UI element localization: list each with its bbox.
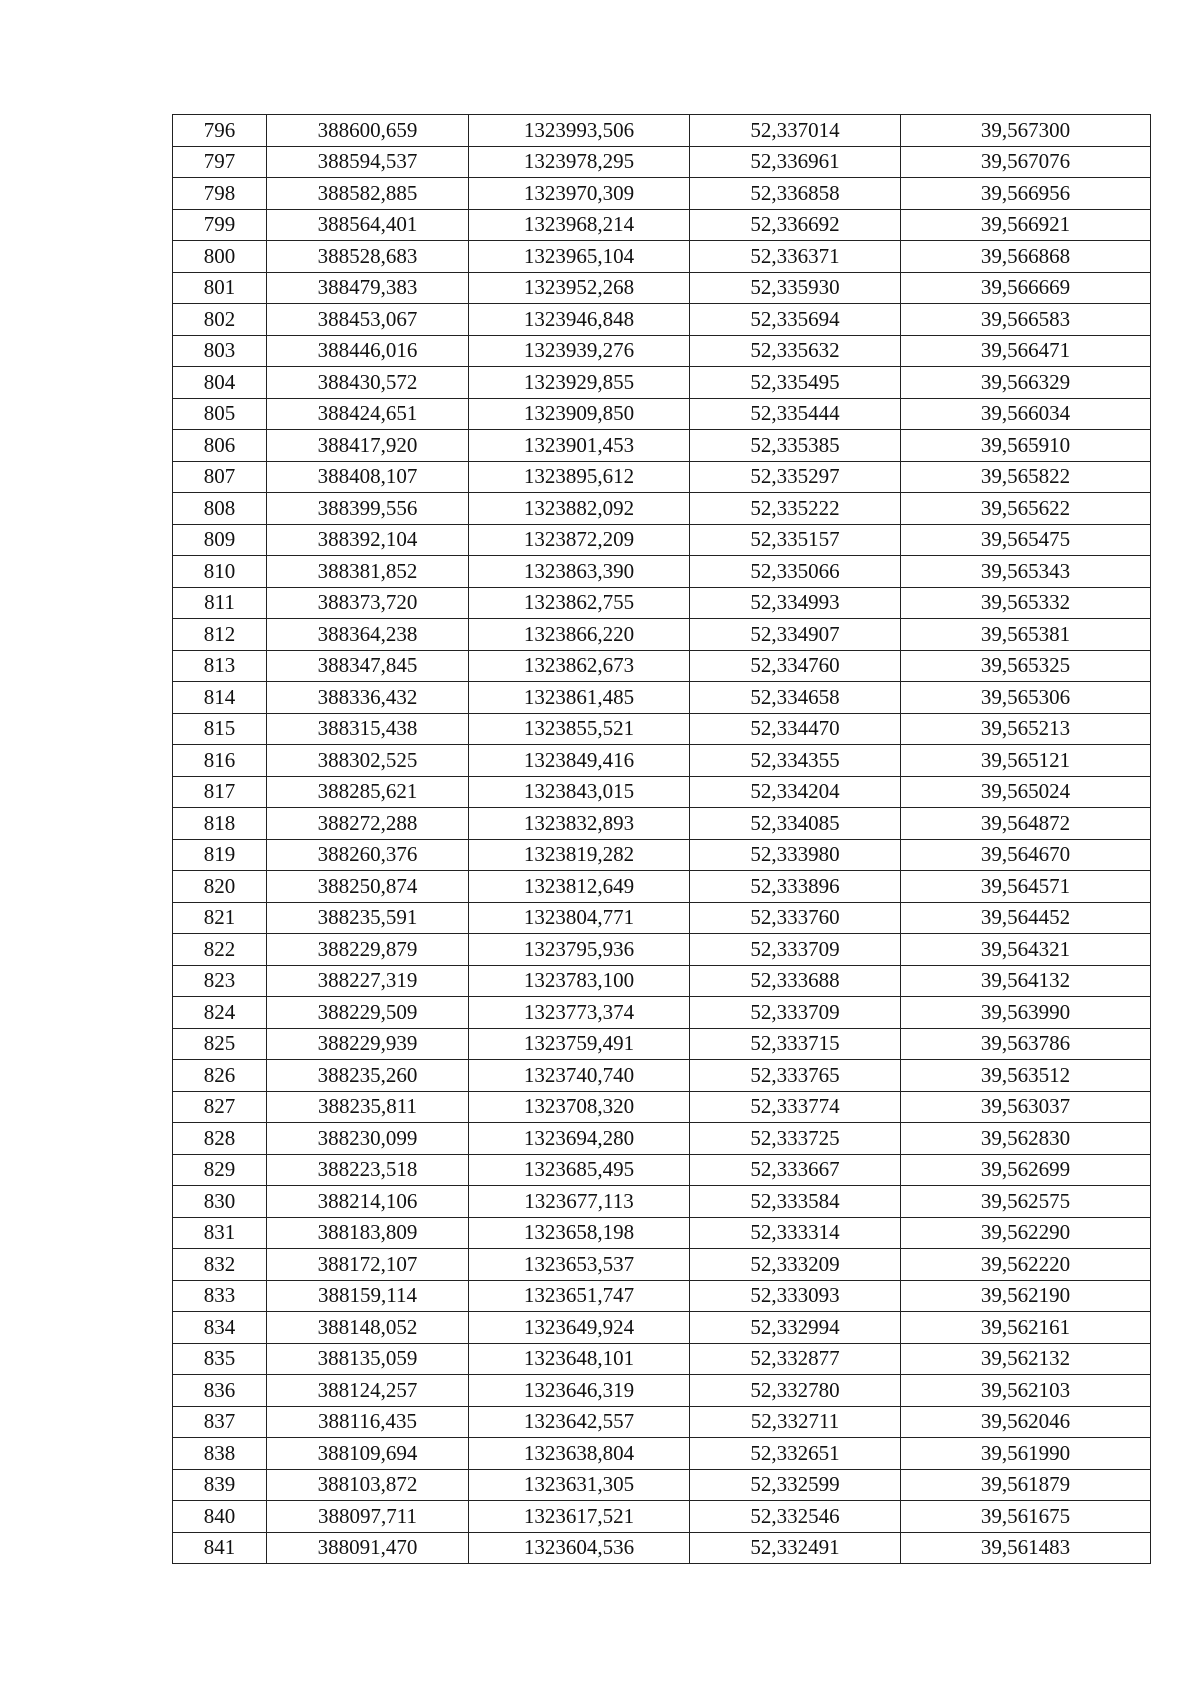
table-row [173,934,1151,966]
y-coordinate-cell: 1323895,612 [469,461,690,493]
y-coordinate-cell: 1323849,416 [469,745,690,777]
x-coordinate-cell: 388116,435 [267,1406,469,1438]
latitude-cell: 52,333715 [690,1028,901,1060]
longitude-cell: 39,562220 [901,1249,1151,1281]
latitude-cell: 52,334658 [690,682,901,714]
latitude-cell: 52,336961 [690,146,901,178]
latitude-cell: 52,333896 [690,871,901,903]
y-coordinate-cell: 1323965,104 [469,241,690,273]
table-row [173,241,1151,273]
table-row [173,146,1151,178]
x-coordinate-cell: 388392,104 [267,524,469,556]
point-number-cell: 801 [173,272,267,304]
x-coordinate-cell: 388528,683 [267,241,469,273]
latitude-cell: 52,334470 [690,713,901,745]
table-row [173,1532,1151,1564]
x-coordinate-cell: 388364,238 [267,619,469,651]
x-coordinate-cell: 388302,525 [267,745,469,777]
point-number-cell: 818 [173,808,267,840]
table-row [173,1249,1151,1281]
table-row [173,650,1151,682]
y-coordinate-cell: 1323861,485 [469,682,690,714]
table-row [173,398,1151,430]
x-coordinate-cell: 388594,537 [267,146,469,178]
longitude-cell: 39,562575 [901,1186,1151,1218]
longitude-cell: 39,562103 [901,1375,1151,1407]
x-coordinate-cell: 388285,621 [267,776,469,808]
latitude-cell: 52,334760 [690,650,901,682]
y-coordinate-cell: 1323855,521 [469,713,690,745]
point-number-cell: 830 [173,1186,267,1218]
y-coordinate-cell: 1323843,015 [469,776,690,808]
x-coordinate-cell: 388600,659 [267,115,469,147]
longitude-cell: 39,565822 [901,461,1151,493]
point-number-cell: 837 [173,1406,267,1438]
x-coordinate-cell: 388103,872 [267,1469,469,1501]
x-coordinate-cell: 388250,874 [267,871,469,903]
x-coordinate-cell: 388424,651 [267,398,469,430]
latitude-cell: 52,333709 [690,934,901,966]
y-coordinate-cell: 1323978,295 [469,146,690,178]
latitude-cell: 52,332877 [690,1343,901,1375]
longitude-cell: 39,564321 [901,934,1151,966]
y-coordinate-cell: 1323862,755 [469,587,690,619]
table-row [173,1438,1151,1470]
longitude-cell: 39,562132 [901,1343,1151,1375]
longitude-cell: 39,565213 [901,713,1151,745]
x-coordinate-cell: 388159,114 [267,1280,469,1312]
latitude-cell: 52,333709 [690,997,901,1029]
latitude-cell: 52,332780 [690,1375,901,1407]
table-row [173,1343,1151,1375]
x-coordinate-cell: 388214,106 [267,1186,469,1218]
x-coordinate-cell: 388399,556 [267,493,469,525]
longitude-cell: 39,561675 [901,1501,1151,1533]
longitude-cell: 39,565332 [901,587,1151,619]
table-row [173,902,1151,934]
point-number-cell: 838 [173,1438,267,1470]
longitude-cell: 39,565121 [901,745,1151,777]
table-row [173,1469,1151,1501]
table-row [173,115,1151,147]
point-number-cell: 829 [173,1154,267,1186]
table-row [173,619,1151,651]
x-coordinate-cell: 388336,432 [267,682,469,714]
x-coordinate-cell: 388091,470 [267,1532,469,1564]
longitude-cell: 39,565325 [901,650,1151,682]
point-number-cell: 820 [173,871,267,903]
x-coordinate-cell: 388453,067 [267,304,469,336]
longitude-cell: 39,563037 [901,1091,1151,1123]
x-coordinate-cell: 388223,518 [267,1154,469,1186]
point-number-cell: 808 [173,493,267,525]
x-coordinate-cell: 388229,509 [267,997,469,1029]
x-coordinate-cell: 388373,720 [267,587,469,619]
latitude-cell: 52,332711 [690,1406,901,1438]
point-number-cell: 817 [173,776,267,808]
x-coordinate-cell: 388430,572 [267,367,469,399]
point-number-cell: 805 [173,398,267,430]
longitude-cell: 39,567076 [901,146,1151,178]
table-row [173,1060,1151,1092]
longitude-cell: 39,562830 [901,1123,1151,1155]
point-number-cell: 804 [173,367,267,399]
point-number-cell: 807 [173,461,267,493]
y-coordinate-cell: 1323882,092 [469,493,690,525]
longitude-cell: 39,566669 [901,272,1151,304]
longitude-cell: 39,566921 [901,209,1151,241]
y-coordinate-cell: 1323646,319 [469,1375,690,1407]
point-number-cell: 802 [173,304,267,336]
y-coordinate-cell: 1323819,282 [469,839,690,871]
y-coordinate-cell: 1323685,495 [469,1154,690,1186]
table-row [173,209,1151,241]
longitude-cell: 39,566034 [901,398,1151,430]
latitude-cell: 52,334204 [690,776,901,808]
point-number-cell: 836 [173,1375,267,1407]
table-row [173,1123,1151,1155]
y-coordinate-cell: 1323759,491 [469,1028,690,1060]
latitude-cell: 52,333765 [690,1060,901,1092]
y-coordinate-cell: 1323638,804 [469,1438,690,1470]
longitude-cell: 39,565622 [901,493,1151,525]
longitude-cell: 39,564571 [901,871,1151,903]
y-coordinate-cell: 1323642,557 [469,1406,690,1438]
latitude-cell: 52,335222 [690,493,901,525]
point-number-cell: 798 [173,178,267,210]
point-number-cell: 823 [173,965,267,997]
coordinates-table-body [173,115,1151,1564]
longitude-cell: 39,564132 [901,965,1151,997]
point-number-cell: 815 [173,713,267,745]
longitude-cell: 39,566329 [901,367,1151,399]
table-row [173,493,1151,525]
longitude-cell: 39,565024 [901,776,1151,808]
y-coordinate-cell: 1323783,100 [469,965,690,997]
table-row [173,776,1151,808]
table-row [173,272,1151,304]
table-row [173,461,1151,493]
y-coordinate-cell: 1323740,740 [469,1060,690,1092]
table-row [173,524,1151,556]
table-row [173,178,1151,210]
latitude-cell: 52,335495 [690,367,901,399]
latitude-cell: 52,335066 [690,556,901,588]
x-coordinate-cell: 388564,401 [267,209,469,241]
point-number-cell: 821 [173,902,267,934]
table-row [173,1312,1151,1344]
x-coordinate-cell: 388148,052 [267,1312,469,1344]
latitude-cell: 52,335930 [690,272,901,304]
y-coordinate-cell: 1323617,521 [469,1501,690,1533]
latitude-cell: 52,337014 [690,115,901,147]
point-number-cell: 797 [173,146,267,178]
x-coordinate-cell: 388109,694 [267,1438,469,1470]
table-row [173,335,1151,367]
table-row [173,965,1151,997]
x-coordinate-cell: 388183,809 [267,1217,469,1249]
x-coordinate-cell: 388172,107 [267,1249,469,1281]
table-row [173,745,1151,777]
latitude-cell: 52,334085 [690,808,901,840]
x-coordinate-cell: 388235,591 [267,902,469,934]
point-number-cell: 800 [173,241,267,273]
point-number-cell: 811 [173,587,267,619]
table-row [173,556,1151,588]
y-coordinate-cell: 1323970,309 [469,178,690,210]
y-coordinate-cell: 1323939,276 [469,335,690,367]
latitude-cell: 52,333667 [690,1154,901,1186]
longitude-cell: 39,563786 [901,1028,1151,1060]
point-number-cell: 799 [173,209,267,241]
x-coordinate-cell: 388347,845 [267,650,469,682]
table-row [173,1217,1151,1249]
x-coordinate-cell: 388260,376 [267,839,469,871]
y-coordinate-cell: 1323653,537 [469,1249,690,1281]
longitude-cell: 39,565306 [901,682,1151,714]
latitude-cell: 52,335385 [690,430,901,462]
x-coordinate-cell: 388124,257 [267,1375,469,1407]
latitude-cell: 52,332599 [690,1469,901,1501]
latitude-cell: 52,335694 [690,304,901,336]
latitude-cell: 52,333725 [690,1123,901,1155]
point-number-cell: 810 [173,556,267,588]
point-number-cell: 839 [173,1469,267,1501]
longitude-cell: 39,562046 [901,1406,1151,1438]
table-row [173,1375,1151,1407]
table-row [173,808,1151,840]
point-number-cell: 819 [173,839,267,871]
point-number-cell: 828 [173,1123,267,1155]
x-coordinate-cell: 388235,260 [267,1060,469,1092]
x-coordinate-cell: 388315,438 [267,713,469,745]
x-coordinate-cell: 388417,920 [267,430,469,462]
point-number-cell: 812 [173,619,267,651]
latitude-cell: 52,334907 [690,619,901,651]
table-row [173,713,1151,745]
y-coordinate-cell: 1323694,280 [469,1123,690,1155]
latitude-cell: 52,333209 [690,1249,901,1281]
latitude-cell: 52,332994 [690,1312,901,1344]
y-coordinate-cell: 1323631,305 [469,1469,690,1501]
table-row [173,1280,1151,1312]
latitude-cell: 52,336692 [690,209,901,241]
longitude-cell: 39,564452 [901,902,1151,934]
x-coordinate-cell: 388229,879 [267,934,469,966]
longitude-cell: 39,566471 [901,335,1151,367]
y-coordinate-cell: 1323993,506 [469,115,690,147]
table-row [173,1186,1151,1218]
table-row [173,587,1151,619]
point-number-cell: 822 [173,934,267,966]
y-coordinate-cell: 1323909,850 [469,398,690,430]
y-coordinate-cell: 1323929,855 [469,367,690,399]
y-coordinate-cell: 1323952,268 [469,272,690,304]
point-number-cell: 840 [173,1501,267,1533]
point-number-cell: 814 [173,682,267,714]
y-coordinate-cell: 1323866,220 [469,619,690,651]
x-coordinate-cell: 388135,059 [267,1343,469,1375]
y-coordinate-cell: 1323649,924 [469,1312,690,1344]
y-coordinate-cell: 1323795,936 [469,934,690,966]
longitude-cell: 39,565381 [901,619,1151,651]
y-coordinate-cell: 1323832,893 [469,808,690,840]
point-number-cell: 824 [173,997,267,1029]
point-number-cell: 806 [173,430,267,462]
point-number-cell: 832 [173,1249,267,1281]
x-coordinate-cell: 388227,319 [267,965,469,997]
table-row [173,871,1151,903]
x-coordinate-cell: 388582,885 [267,178,469,210]
table-row [173,430,1151,462]
point-number-cell: 834 [173,1312,267,1344]
table-row [173,304,1151,336]
point-number-cell: 809 [173,524,267,556]
longitude-cell: 39,566868 [901,241,1151,273]
y-coordinate-cell: 1323773,374 [469,997,690,1029]
y-coordinate-cell: 1323946,848 [469,304,690,336]
point-number-cell: 803 [173,335,267,367]
longitude-cell: 39,562161 [901,1312,1151,1344]
longitude-cell: 39,561879 [901,1469,1151,1501]
table-row [173,997,1151,1029]
latitude-cell: 52,333314 [690,1217,901,1249]
longitude-cell: 39,562699 [901,1154,1151,1186]
longitude-cell: 39,565475 [901,524,1151,556]
longitude-cell: 39,562190 [901,1280,1151,1312]
latitude-cell: 52,335444 [690,398,901,430]
latitude-cell: 52,335157 [690,524,901,556]
table-row [173,1406,1151,1438]
latitude-cell: 52,335632 [690,335,901,367]
y-coordinate-cell: 1323658,198 [469,1217,690,1249]
latitude-cell: 52,334993 [690,587,901,619]
longitude-cell: 39,562290 [901,1217,1151,1249]
table-row [173,367,1151,399]
y-coordinate-cell: 1323708,320 [469,1091,690,1123]
x-coordinate-cell: 388097,711 [267,1501,469,1533]
longitude-cell: 39,567300 [901,115,1151,147]
x-coordinate-cell: 388381,852 [267,556,469,588]
point-number-cell: 835 [173,1343,267,1375]
longitude-cell: 39,564670 [901,839,1151,871]
longitude-cell: 39,563512 [901,1060,1151,1092]
coordinates-table [172,114,1151,1564]
latitude-cell: 52,334355 [690,745,901,777]
point-number-cell: 796 [173,115,267,147]
table-row [173,1028,1151,1060]
y-coordinate-cell: 1323863,390 [469,556,690,588]
point-number-cell: 816 [173,745,267,777]
x-coordinate-cell: 388446,016 [267,335,469,367]
point-number-cell: 833 [173,1280,267,1312]
point-number-cell: 827 [173,1091,267,1123]
point-number-cell: 841 [173,1532,267,1564]
latitude-cell: 52,335297 [690,461,901,493]
y-coordinate-cell: 1323872,209 [469,524,690,556]
latitude-cell: 52,332546 [690,1501,901,1533]
y-coordinate-cell: 1323862,673 [469,650,690,682]
x-coordinate-cell: 388230,099 [267,1123,469,1155]
latitude-cell: 52,336371 [690,241,901,273]
latitude-cell: 52,333980 [690,839,901,871]
x-coordinate-cell: 388235,811 [267,1091,469,1123]
longitude-cell: 39,566956 [901,178,1151,210]
table-row [173,1091,1151,1123]
point-number-cell: 813 [173,650,267,682]
point-number-cell: 825 [173,1028,267,1060]
y-coordinate-cell: 1323677,113 [469,1186,690,1218]
y-coordinate-cell: 1323804,771 [469,902,690,934]
latitude-cell: 52,333093 [690,1280,901,1312]
x-coordinate-cell: 388408,107 [267,461,469,493]
y-coordinate-cell: 1323651,747 [469,1280,690,1312]
table-row [173,1154,1151,1186]
y-coordinate-cell: 1323812,649 [469,871,690,903]
latitude-cell: 52,332491 [690,1532,901,1564]
table-row [173,1501,1151,1533]
longitude-cell: 39,561990 [901,1438,1151,1470]
latitude-cell: 52,333774 [690,1091,901,1123]
table-row [173,682,1151,714]
longitude-cell: 39,566583 [901,304,1151,336]
y-coordinate-cell: 1323968,214 [469,209,690,241]
point-number-cell: 826 [173,1060,267,1092]
x-coordinate-cell: 388272,288 [267,808,469,840]
latitude-cell: 52,332651 [690,1438,901,1470]
y-coordinate-cell: 1323604,536 [469,1532,690,1564]
longitude-cell: 39,565343 [901,556,1151,588]
longitude-cell: 39,563990 [901,997,1151,1029]
latitude-cell: 52,333584 [690,1186,901,1218]
longitude-cell: 39,564872 [901,808,1151,840]
y-coordinate-cell: 1323648,101 [469,1343,690,1375]
latitude-cell: 52,333760 [690,902,901,934]
y-coordinate-cell: 1323901,453 [469,430,690,462]
x-coordinate-cell: 388229,939 [267,1028,469,1060]
table-row [173,839,1151,871]
x-coordinate-cell: 388479,383 [267,272,469,304]
point-number-cell: 831 [173,1217,267,1249]
latitude-cell: 52,336858 [690,178,901,210]
longitude-cell: 39,565910 [901,430,1151,462]
longitude-cell: 39,561483 [901,1532,1151,1564]
latitude-cell: 52,333688 [690,965,901,997]
